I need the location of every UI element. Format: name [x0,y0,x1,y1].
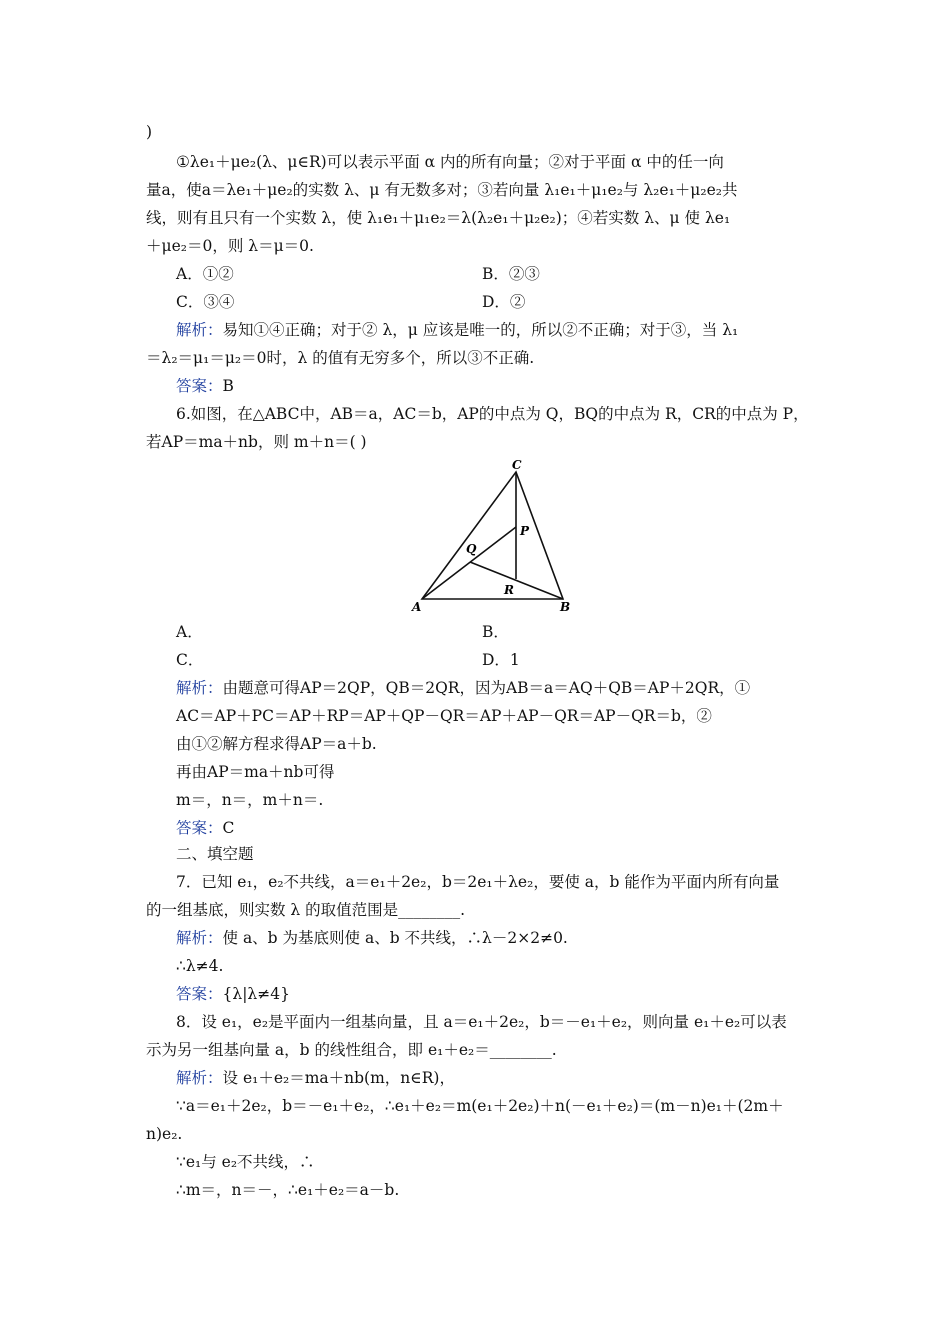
q8-analysis-line-3: n)e₂. [146,1125,183,1143]
q8-stem-line-1: 8．设 e₁，e₂是平面内一组基向量，且 a＝e₁＋2e₂，b＝－e₁＋e₂，则向量 e₁＋e₂可以表 [176,1013,787,1031]
q6-analysis-line-2: AC＝AP＋PC＝AP＋RP＝AP＋QP－QR＝AP＋AP－QR＝AP－QR＝b，② [176,707,712,725]
q5-option-d: D．② [482,293,526,311]
analysis-label: 解析： [176,321,223,339]
q5-option-a: A．①② [176,265,234,283]
q5-analysis-line-2: ＝λ₂＝μ₁＝μ₂＝0时，λ 的值有无穷多个，所以③不正确. [146,349,535,367]
q8-analysis-line-4: ∵e₁与 e₂不共线，∴ [176,1153,315,1171]
triangle-figure [400,452,585,614]
q8-analysis-line-2: ∵a＝e₁＋2e₂，b＝－e₁＋e₂，∴e₁＋e₂＝m(e₁＋2e₂)＋n(－e₁＋e₂)＝(m－n)e₁＋(2m＋ [176,1097,784,1115]
q6-stem-line-1: 6.如图，在△ABC中，AB＝a，AC＝b，AP的中点为 Q，BQ的中点为 R，CR的中点为 P， [176,405,809,423]
q6-answer [176,818,234,838]
answer-value: {λ|λ≠4} [222,985,290,1003]
analysis-text: 使 a、b 为基底则使 a、b 不共线，∴λ－2×2≠0. [222,929,568,947]
label-a: A [412,600,422,614]
analysis-label: 解析： [176,679,223,697]
q5-option-c: C．③④ [176,293,235,311]
q6-analysis-line-5: m＝，n＝，m＋n＝. [176,791,324,809]
q7-answer [176,984,290,1004]
q8-stem-line-2: 示为另一组基向量 a，b 的线性组合，即 e₁＋e₂＝________. [146,1041,557,1059]
analysis-label: 解析： [176,1069,223,1087]
q5-statement-line-1: ①λe₁＋μe₂(λ、μ∈R)可以表示平面 α 内的所有向量；②对于平面 α 中的任一向 [176,153,724,171]
analysis-label: 解析： [176,929,223,947]
q5-statement-line-3: 线，则有且只有一个实数 λ，使 λ₁e₁＋μ₁e₂＝λ(λ₂e₁＋μ₂e₂)；④若实数 λ、μ 使 λe₁ [146,209,731,227]
analysis-text: 设 e₁＋e₂＝ma＋nb(m，n∈R)， [222,1069,455,1087]
answer-label: 答案： [176,377,223,395]
q5-statement-line-2: 量a，使a＝λe₁＋μe₂的实数 λ、μ 有无数多对；③若向量 λ₁e₁＋μ₁e₂与 λ₂e₁＋μ₂e₂共 [146,181,738,199]
q5-statement-line-4: ＋μe₂＝0，则 λ＝μ＝0. [146,237,314,255]
answer-label: 答案： [176,819,223,837]
q7-analysis-line-2: ∴λ≠4. [176,957,224,975]
q8-analysis-line-5: ∴m＝，n＝－，∴e₁＋e₂＝a－b. [176,1181,400,1199]
q7-stem-line-1: 7．已知 e₁，e₂不共线，a＝e₁＋2e₂，b＝2e₁＋λe₂，要使 a，b 能作为平面内所有向量 [176,873,780,891]
q7-stem-line-2: 的一组基底，则实数 λ 的取值范围是________. [146,901,466,919]
analysis-text: 由题意可得AP＝2QP，QB＝2QR，因为AB＝a＝AQ＋QB＝AP＋2QR，① [222,679,751,697]
q6-stem-line-2: 若AP＝ma＋nb，则 m＋n＝( ) [146,433,367,451]
answer-value: C [222,819,235,837]
q8-analysis-line-1 [176,1068,455,1088]
q7-analysis-line-1 [176,928,568,948]
q6-analysis-line-3: 由①②解方程求得AP＝a＋b. [176,735,377,753]
answer-value: B [222,377,234,395]
answer-label: 答案： [176,985,223,1003]
paren-close: ) [146,123,153,141]
q5-answer [176,376,234,396]
q6-analysis-line-1 [176,678,750,698]
label-p: P [520,524,530,538]
q6-analysis-line-4: 再由AP＝ma＋nb可得 [176,763,335,781]
q6-option-a: A． [176,623,203,641]
section-heading: 二、填空题 [176,845,254,863]
q5-option-b: B．②③ [482,265,540,283]
label-b: B [560,600,571,614]
q6-option-d: D．1 [482,651,520,669]
label-r: R [504,583,514,597]
label-q: Q [466,542,477,556]
analysis-text: 易知①④正确；对于② λ，μ 应该是唯一的，所以②不正确；对于③，当 λ₁ [222,321,739,339]
q6-option-c: C． [176,651,204,669]
q5-analysis-line-1 [176,320,738,340]
label-c: C [512,458,522,472]
q6-option-b: B． [482,623,509,641]
